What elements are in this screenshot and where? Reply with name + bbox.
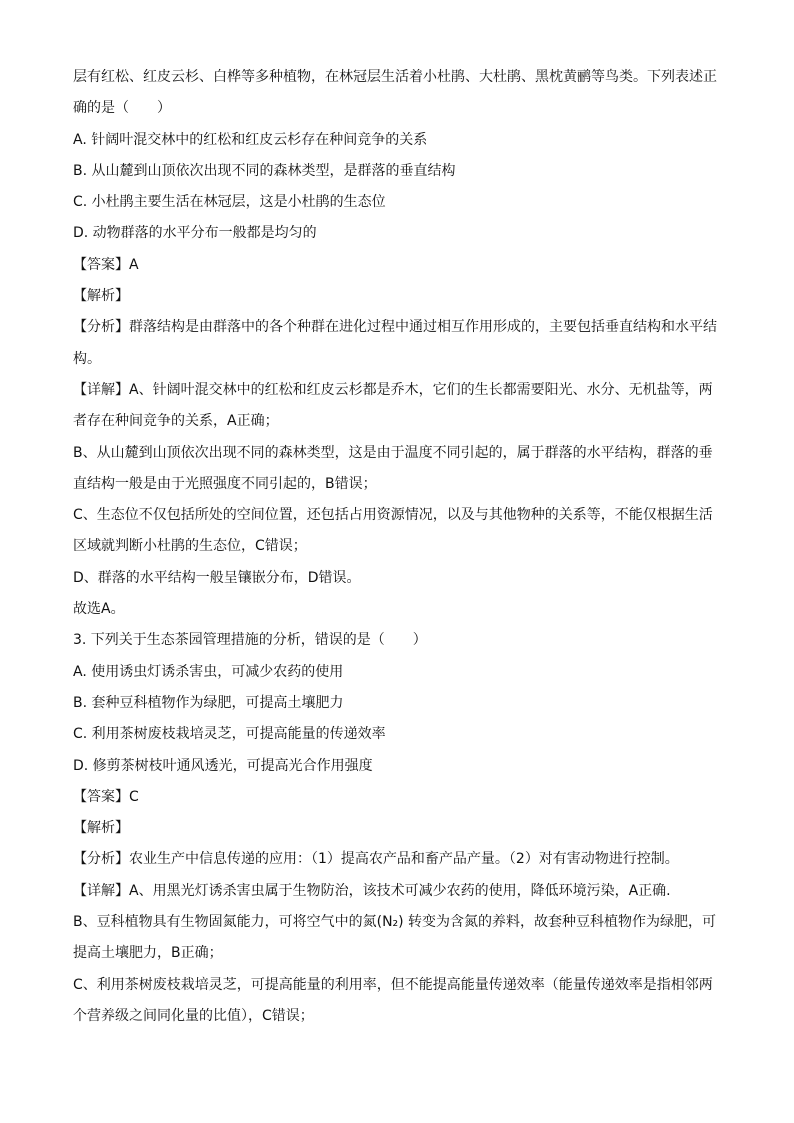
q3-xiangjie-b: B、豆科植物具有生物固氮能力，可将空气中的氮(N₂) 转变为含氮的养料，故套种豆科植物作为绿肥，可提高土壤肥力，B正确； — [73, 914, 717, 962]
q3-option-a: A. 使用诱虫灯诱杀害虫，可减少农药的使用 — [73, 663, 344, 680]
q3-fenxi: 【分析】农业生产中信息传递的应用：（1）提高农产品和畜产品产量。（2）对有害动物进行控制。 — [73, 851, 679, 868]
q2-option-c: C. 小杜鹃主要生活在林冠层，这是小杜鹃的生态位 — [73, 194, 386, 211]
q3-option-b: B. 套种豆科植物作为绿肥，可提高土壤肥力 — [73, 694, 344, 711]
q2-stem-line-1: 层有红松、红皮云杉、白桦等多种植物，在林冠层生活着小杜鹃、大杜鹃、黑枕黄鹂等鸟类。下列表述正 — [73, 69, 717, 85]
q2-analysis-heading: 【解析】 — [73, 288, 129, 305]
q2-stem-line-2: 确的是（ ） — [73, 100, 171, 117]
q3-option-c: C. 利用茶树废枝栽培灵芝，可提高能量的传递效率 — [73, 726, 386, 743]
q2-xiangjie-d: D、群落的水平结构一般呈镶嵌分布，D错误。 — [73, 569, 361, 586]
q3-xiangjie-c: C、利用茶树废枝栽培灵芝，可提高能量的利用率，但不能提高能量传递效率（能量传递效率是指相邻两个营养级之间同化量的比值），C错误； — [73, 976, 713, 1024]
q2-option-b: B. 从山麓到山顶依次出现不同的森林类型，是群落的垂直结构 — [73, 162, 456, 179]
q3-stem: 3. 下列关于生态茶园管理措施的分析，错误的是（ ） — [73, 632, 427, 649]
q2-xiangjie-b: B、从山麓到山顶依次出现不同的森林类型，这是由于温度不同引起的，属于群落的水平结构，群落的垂直结构一般是由于光照强度不同引起的，B错误； — [73, 444, 713, 492]
q2-answer: 【答案】A — [73, 256, 139, 273]
q2-fenxi: 【分析】群落结构是由群落中的各个种群在进化过程中通过相互作用形成的，主要包括垂直结构和水平结构。 — [73, 319, 717, 367]
document-page — [73, 62, 725, 1032]
q3-option-d: D. 修剪茶树枝叶通风透光，可提高光合作用强度 — [73, 757, 373, 774]
q3-xiangjie-a: 【详解】A、用黑光灯诱杀害虫属于生物防治，该技术可减少农药的使用，降低环境污染，A正确. — [73, 882, 671, 899]
q2-xiangjie-c: C、生态位不仅包括所处的空间位置，还包括占用资源情况，以及与其他物种的关系等，不能仅根据生活区域就判断小杜鹃的生态位，C错误； — [73, 507, 713, 555]
q3-answer: 【答案】C — [73, 788, 139, 805]
q2-option-a: A. 针阔叶混交林中的红松和红皮云杉存在种间竞争的关系 — [73, 131, 428, 148]
q3-analysis-heading: 【解析】 — [73, 820, 129, 837]
q2-conclusion: 故选A。 — [73, 601, 125, 618]
q2-xiangjie-a: 【详解】A、针阔叶混交林中的红松和红皮云杉都是乔木，它们的生长都需要阳光、水分、无机盐等，两者存在种间竞争的关系，A正确； — [73, 381, 713, 430]
q2-option-d: D. 动物群落的水平分布一般都是均匀的 — [73, 225, 317, 242]
